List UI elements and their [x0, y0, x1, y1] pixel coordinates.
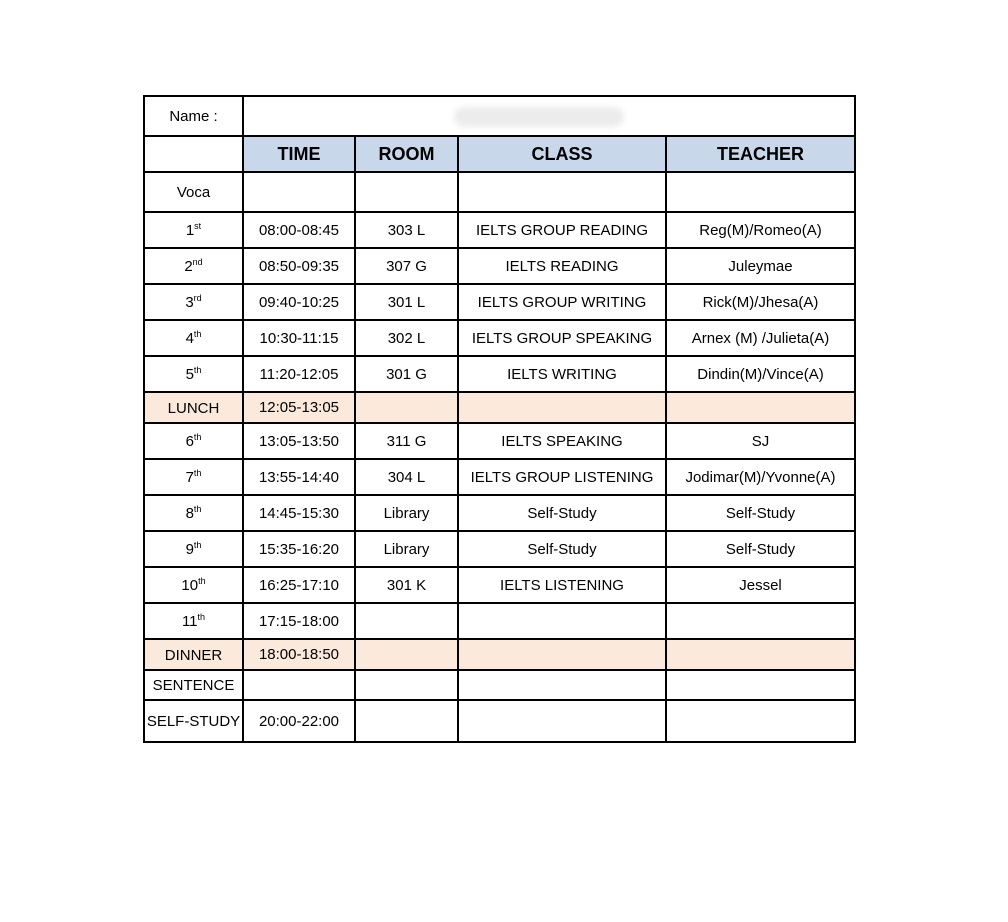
room-cell: [355, 603, 458, 639]
period-suffix: th: [193, 329, 202, 339]
period-label: 7: [185, 469, 194, 486]
header-teacher: TEACHER: [666, 136, 855, 172]
room-cell: 301 G: [355, 356, 458, 392]
room-cell: 303 L: [355, 212, 458, 248]
period-cell: [144, 495, 243, 531]
period-cell: [144, 212, 243, 248]
period-label: 3: [185, 294, 194, 311]
period-cell: [144, 603, 243, 639]
room-cell: [355, 700, 458, 742]
class-cell: IELTS GROUP SPEAKING: [458, 320, 666, 356]
room-cell: 307 G: [355, 248, 458, 284]
teacher-cell: Rick(M)/Jhesa(A): [666, 284, 855, 320]
period-cell: [144, 567, 243, 603]
period-cell: [144, 639, 243, 670]
room-cell: 301 L: [355, 284, 458, 320]
room-cell: Library: [355, 531, 458, 567]
class-cell: [458, 639, 666, 670]
time-cell: [243, 670, 355, 700]
table-row: [144, 495, 855, 531]
teacher-cell: Self-Study: [666, 531, 855, 567]
time-cell: 08:50-09:35: [243, 248, 355, 284]
teacher-cell: Juleymae: [666, 248, 855, 284]
time-cell: 17:15-18:00: [243, 603, 355, 639]
time-cell: 18:00-18:50: [243, 639, 355, 670]
header-class: CLASS: [458, 136, 666, 172]
period-cell: [144, 459, 243, 495]
time-cell: 13:55-14:40: [243, 459, 355, 495]
lunch-row: [144, 392, 855, 423]
period-cell: [144, 320, 243, 356]
table-row: [144, 567, 855, 603]
time-cell: 13:05-13:50: [243, 423, 355, 459]
time-cell: 10:30-11:15: [243, 320, 355, 356]
teacher-cell: Dindin(M)/Vince(A): [666, 356, 855, 392]
teacher-cell: Arnex (M) /Julieta(A): [666, 320, 855, 356]
class-cell: [458, 603, 666, 639]
teacher-cell: [666, 603, 855, 639]
room-cell: [355, 172, 458, 212]
class-cell: [458, 700, 666, 742]
table-row: [144, 459, 855, 495]
teacher-cell: Jessel: [666, 567, 855, 603]
period-cell: [144, 700, 243, 742]
time-cell: 09:40-10:25: [243, 284, 355, 320]
room-cell: 304 L: [355, 459, 458, 495]
room-cell: 311 G: [355, 423, 458, 459]
self-study-row: [144, 700, 855, 742]
period-cell: [144, 248, 243, 284]
table-row: [144, 603, 855, 639]
room-cell: 302 L: [355, 320, 458, 356]
table-row: [144, 356, 855, 392]
time-cell: 16:25-17:10: [243, 567, 355, 603]
period-label: 10: [181, 577, 199, 594]
period-label: 9: [185, 541, 194, 558]
period-label: 11: [181, 613, 198, 630]
schedule-table: [143, 95, 856, 743]
period-suffix: th: [193, 468, 202, 478]
name-row: [144, 96, 855, 136]
table-row: [144, 284, 855, 320]
time-cell: 12:05-13:05: [243, 392, 355, 423]
period-cell: [144, 356, 243, 392]
teacher-cell: Self-Study: [666, 495, 855, 531]
class-cell: Self-Study: [458, 495, 666, 531]
period-suffix: th: [198, 576, 206, 586]
period-cell: [144, 172, 243, 212]
teacher-cell: Reg(M)/Romeo(A): [666, 212, 855, 248]
room-cell: 301 K: [355, 567, 458, 603]
period-suffix: rd: [193, 293, 202, 303]
time-cell: 20:00-22:00: [243, 700, 355, 742]
sentence-row: [144, 670, 855, 700]
teacher-cell: [666, 639, 855, 670]
period-label: Voca: [176, 184, 211, 201]
time-cell: [243, 172, 355, 212]
name-label: Name :: [144, 96, 243, 136]
teacher-cell: [666, 392, 855, 423]
period-suffix: th: [197, 612, 206, 622]
period-label: LUNCH: [167, 399, 220, 417]
time-cell: 11:20-12:05: [243, 356, 355, 392]
table-row: [144, 531, 855, 567]
room-cell: [355, 670, 458, 700]
period-suffix: nd: [192, 257, 203, 267]
header-room: ROOM: [355, 136, 458, 172]
name-value: [243, 96, 855, 136]
period-label: 2: [184, 258, 193, 275]
period-label: 5: [185, 366, 194, 383]
class-cell: [458, 172, 666, 212]
header-row: [144, 136, 855, 172]
header-period: [144, 136, 243, 172]
table-row: [144, 320, 855, 356]
period-label: 1: [185, 222, 195, 239]
period-label: 6: [185, 433, 194, 450]
period-suffix: st: [194, 221, 202, 231]
period-suffix: th: [193, 504, 202, 514]
table-row: [144, 212, 855, 248]
teacher-cell: [666, 670, 855, 700]
period-label: SENTENCE: [152, 677, 235, 694]
redacted-name-blur: [454, 107, 624, 127]
class-cell: IELTS LISTENING: [458, 567, 666, 603]
period-suffix: th: [193, 365, 202, 375]
time-cell: 14:45-15:30: [243, 495, 355, 531]
class-cell: IELTS GROUP LISTENING: [458, 459, 666, 495]
class-cell: IELTS WRITING: [458, 356, 666, 392]
period-cell: [144, 423, 243, 459]
teacher-cell: SJ: [666, 423, 855, 459]
teacher-cell: [666, 700, 855, 742]
room-cell: [355, 639, 458, 670]
period-cell: [144, 670, 243, 700]
period-cell: [144, 531, 243, 567]
room-cell: Library: [355, 495, 458, 531]
class-cell: Self-Study: [458, 531, 666, 567]
teacher-cell: [666, 172, 855, 212]
period-label: 4: [185, 330, 194, 347]
period-suffix: th: [193, 432, 202, 442]
period-cell: [144, 284, 243, 320]
table-row: [144, 172, 855, 212]
header-time: TIME: [243, 136, 355, 172]
period-suffix: th: [193, 540, 202, 550]
period-label: SELF-STUDY: [146, 713, 241, 730]
class-cell: [458, 670, 666, 700]
dinner-row: [144, 639, 855, 670]
table-row: [144, 423, 855, 459]
period-label: DINNER: [164, 646, 223, 664]
time-cell: 15:35-16:20: [243, 531, 355, 567]
period-label: 8: [185, 505, 194, 522]
room-cell: [355, 392, 458, 423]
time-cell: 08:00-08:45: [243, 212, 355, 248]
table-row: [144, 248, 855, 284]
period-cell: [144, 392, 243, 423]
teacher-cell: Jodimar(M)/Yvonne(A): [666, 459, 855, 495]
class-cell: IELTS SPEAKING: [458, 423, 666, 459]
class-cell: [458, 392, 666, 423]
class-cell: IELTS GROUP READING: [458, 212, 666, 248]
class-cell: IELTS GROUP WRITING: [458, 284, 666, 320]
class-cell: IELTS READING: [458, 248, 666, 284]
